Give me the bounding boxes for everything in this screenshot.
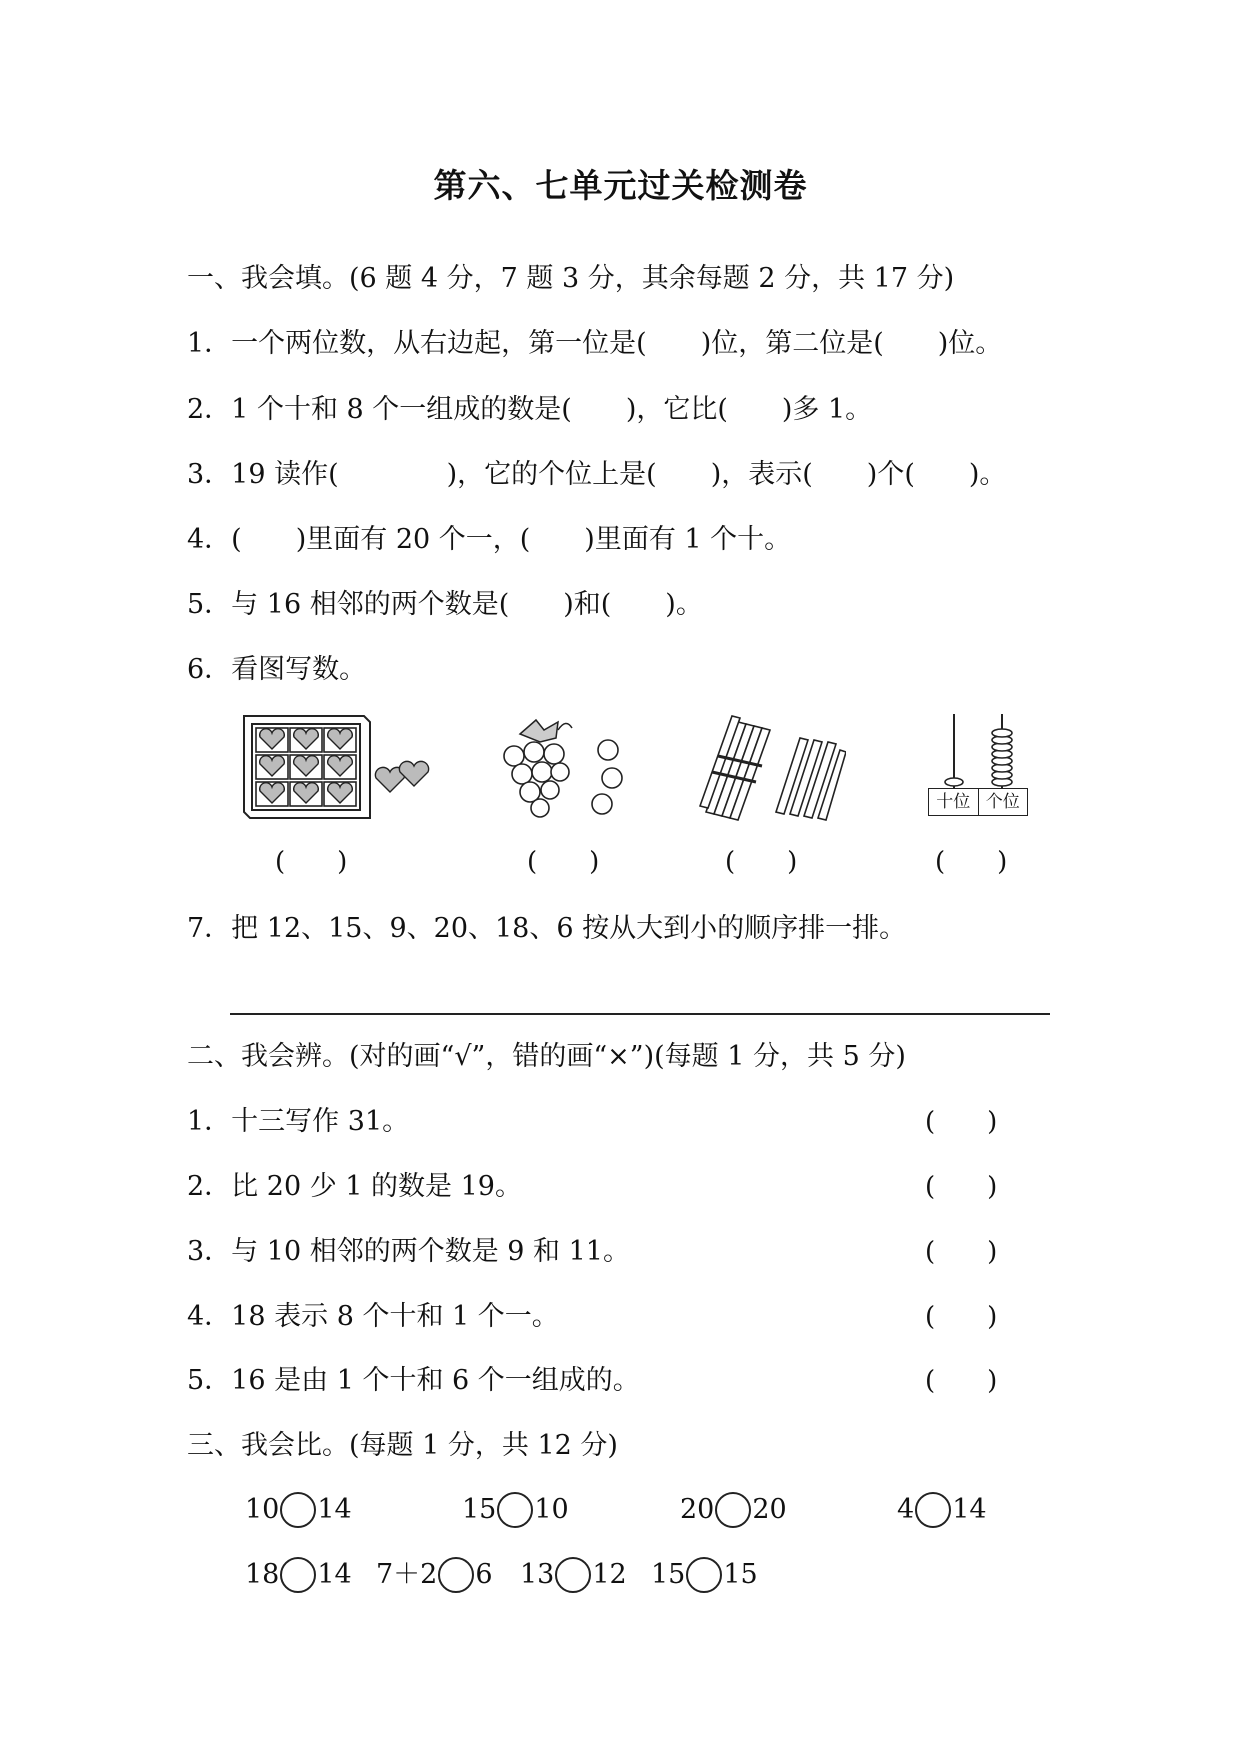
picture-3-blank[interactable]: ( ) [725,847,798,877]
heart-box-picture [238,712,443,822]
compare-left: 10 [245,1494,280,1525]
compare-right: 14 [317,1494,352,1525]
compare-left: 13 [520,1559,555,1590]
abacus-ones-label: 个位 [985,792,1020,812]
picture-4-blank[interactable]: ( ) [935,847,1008,877]
question-1-4: 4．( )里面有 20 个一，( )里面有 1 个十。 [187,524,792,555]
compare-item [520,1557,627,1593]
judge-item-5: 5．16 是由 1 个十和 6 个一组成的。 [187,1365,640,1396]
abacus-rods [928,712,1028,792]
compare-circle[interactable] [555,1557,591,1593]
answer-line[interactable] [230,1013,1050,1015]
compare-item [245,1557,352,1593]
compare-left: 20 [680,1494,715,1525]
judge-item-4: 4．18 表示 8 个十和 1 个一。 [187,1301,559,1332]
compare-circle[interactable] [280,1492,316,1528]
question-1-6: 6．看图写数。 [187,654,367,685]
compare-right: 14 [952,1494,987,1525]
judge-blank-3[interactable]: ( ) [925,1237,998,1267]
compare-circle[interactable] [715,1492,751,1528]
compare-circle[interactable] [280,1557,316,1593]
question-1-7: 7．把 12、15、9、20、18、6 按从大到小的顺序排一排。 [187,913,907,944]
compare-circle[interactable] [686,1557,722,1593]
judge-blank-2[interactable]: ( ) [925,1172,998,1202]
section1-heading: 一、我会填。(6 题 4 分，7 题 3 分，其余每题 2 分，共 17 分) [187,263,955,294]
picture-2-blank[interactable]: ( ) [527,847,600,877]
compare-right: 20 [752,1494,787,1525]
compare-left: 4 [897,1494,915,1525]
compare-item [462,1492,569,1528]
sticks-bundle-picture [696,712,846,824]
compare-right: 14 [317,1559,352,1590]
compare-right: 6 [475,1559,493,1590]
judge-item-3: 3．与 10 相邻的两个数是 9 和 11。 [187,1236,630,1267]
compare-left: 7＋2 [376,1559,438,1590]
page-title: 第六、七单元过关检测卷 [433,166,808,205]
grapes-picture [500,712,630,824]
compare-right: 15 [723,1559,758,1590]
question-1-3: 3．19 读作( )，它的个位上是( )，表示( )个( )。 [187,459,1007,490]
question-1-2: 2．1 个十和 8 个一组成的数是( )，它比( )多 1。 [187,394,873,425]
judge-blank-4[interactable]: ( ) [925,1302,998,1332]
picture-1-blank[interactable]: ( ) [275,847,348,877]
compare-item [680,1492,787,1528]
compare-circle[interactable] [915,1492,951,1528]
abacus-tens-label: 十位 [929,789,979,815]
compare-left: 15 [462,1494,497,1525]
compare-item [897,1492,987,1528]
question-1-5: 5．与 16 相邻的两个数是( )和( )。 [187,589,703,620]
compare-item [651,1557,758,1593]
abacus-label-box [928,788,1028,816]
compare-circle[interactable] [497,1492,533,1528]
judge-item-2: 2．比 20 少 1 的数是 19。 [187,1171,522,1202]
abacus-picture [928,712,1028,812]
compare-right: 12 [592,1559,627,1590]
section3-heading: 三、我会比。(每题 1 分，共 12 分) [187,1430,618,1461]
compare-left: 15 [651,1559,686,1590]
section2-heading: 二、我会辨。(对的画“√”，错的画“×”)(每题 1 分，共 5 分) [187,1041,906,1072]
compare-item [376,1557,493,1593]
question-1-1: 1．一个两位数，从右边起，第一位是( )位，第二位是( )位。 [187,328,1003,359]
compare-circle[interactable] [438,1557,474,1593]
compare-left: 18 [245,1559,280,1590]
judge-blank-1[interactable]: ( ) [925,1107,998,1137]
compare-item [245,1492,352,1528]
compare-right: 10 [534,1494,569,1525]
judge-item-1: 1．十三写作 31。 [187,1106,410,1137]
judge-blank-5[interactable]: ( ) [925,1366,998,1396]
